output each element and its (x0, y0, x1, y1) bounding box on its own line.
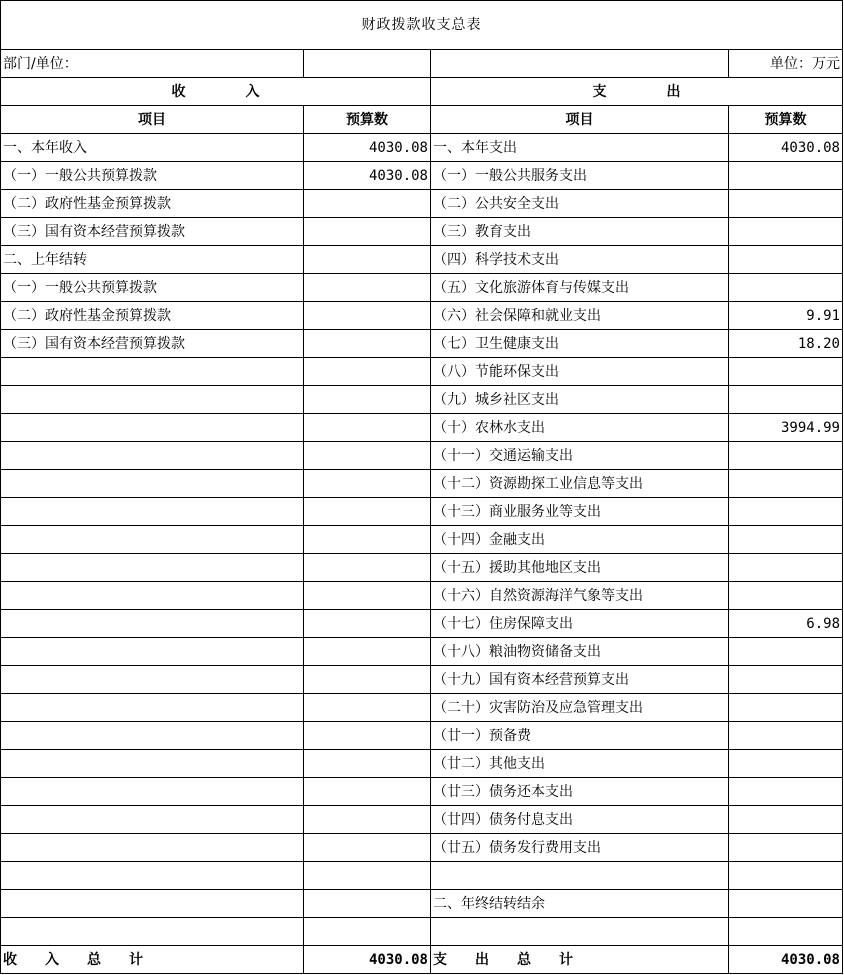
income-item-cell (1, 526, 304, 554)
expense-item-cell: （四）科学技术支出 (431, 246, 729, 274)
expense-value-cell: 9.91 (729, 302, 843, 330)
expense-item-cell: （六）社会保障和就业支出 (431, 302, 729, 330)
expense-total-label-char: 出 (475, 951, 489, 968)
income-value-cell (304, 526, 431, 554)
income-item-cell (1, 806, 304, 834)
expense-value-cell (729, 834, 843, 862)
expense-value-cell (729, 694, 843, 722)
expense-item-cell: （廿五）债务发行费用支出 (431, 834, 729, 862)
income-total-value: 4030.08 (304, 946, 431, 974)
expense-item-cell: （十九）国有资本经营预算支出 (431, 666, 729, 694)
income-item-cell (1, 834, 304, 862)
table-row (1, 526, 843, 554)
income-item-cell (1, 750, 304, 778)
expense-item-cell: （七）卫生健康支出 (431, 330, 729, 358)
expense-item-cell: （十七）住房保障支出 (431, 610, 729, 638)
income-item-cell (1, 442, 304, 470)
table-row (1, 862, 843, 890)
income-item-cell (1, 386, 304, 414)
expense-item-cell: （十三）商业服务业等支出 (431, 498, 729, 526)
income-item-cell (1, 666, 304, 694)
expense-total-label-char: 支 (433, 951, 447, 968)
income-total-label-char: 计 (129, 951, 143, 968)
expense-value-cell (729, 806, 843, 834)
table-row (1, 890, 843, 918)
income-value-cell (304, 190, 431, 218)
table-row (1, 918, 843, 946)
expense-item-cell: （八）节能环保支出 (431, 358, 729, 386)
expense-item-cell: （十）农林水支出 (431, 414, 729, 442)
income-item-cell (1, 470, 304, 498)
income-value-cell (304, 442, 431, 470)
income-value-cell (304, 498, 431, 526)
expense-item-cell: （五）文化旅游体育与传媒支出 (431, 274, 729, 302)
income-total-label-char: 总 (87, 951, 101, 968)
table-row (1, 666, 843, 694)
expense-value-cell (729, 162, 843, 190)
expense-value-cell (729, 890, 843, 918)
income-item-cell (1, 890, 304, 918)
expense-value-cell (729, 526, 843, 554)
income-item-cell (1, 862, 304, 890)
income-value-cell (304, 722, 431, 750)
expense-item-cell: （廿四）债务付息支出 (431, 806, 729, 834)
income-char-1: 收 (171, 83, 186, 100)
income-item-cell (1, 610, 304, 638)
page-title: 财政拨款收支总表 (1, 1, 843, 50)
income-value-cell (304, 834, 431, 862)
table-row (1, 750, 843, 778)
income-item-cell (1, 498, 304, 526)
income-item-cell: （三）国有资本经营预算拨款 (1, 330, 304, 358)
expense-value-cell (729, 918, 843, 946)
income-budget-header: 预算数 (304, 106, 431, 134)
table-row (1, 722, 843, 750)
income-value-cell: 4030.08 (304, 162, 431, 190)
income-value-cell (304, 470, 431, 498)
income-item-cell (1, 554, 304, 582)
expense-item-cell: （十五）援助其他地区支出 (431, 554, 729, 582)
table-row (1, 274, 843, 302)
income-value-cell (304, 862, 431, 890)
income-item-cell (1, 778, 304, 806)
section-row (1, 78, 843, 106)
income-value-cell (304, 330, 431, 358)
expense-budget-header: 预算数 (729, 106, 843, 134)
table-row (1, 638, 843, 666)
table-row (1, 246, 843, 274)
expense-total-label-char: 计 (559, 951, 573, 968)
expense-section-header (431, 78, 843, 106)
expense-value-cell (729, 666, 843, 694)
income-value-cell (304, 386, 431, 414)
table-row (1, 778, 843, 806)
unit-label: 单位：万元 (729, 50, 843, 78)
expense-item-cell: （十四）金融支出 (431, 526, 729, 554)
income-value-cell (304, 666, 431, 694)
table-row (1, 470, 843, 498)
income-value-cell (304, 218, 431, 246)
income-value-cell (304, 610, 431, 638)
expense-item-cell: （十八）粮油物资储备支出 (431, 638, 729, 666)
table-row (1, 806, 843, 834)
table-row (1, 386, 843, 414)
income-item-cell (1, 582, 304, 610)
table-row (1, 218, 843, 246)
income-item-cell: （三）国有资本经营预算拨款 (1, 218, 304, 246)
table-row (1, 834, 843, 862)
income-section-header (1, 78, 431, 106)
expense-value-cell (729, 778, 843, 806)
expense-value-cell: 18.20 (729, 330, 843, 358)
expense-value-cell: 3994.99 (729, 414, 843, 442)
income-char-2: 入 (245, 83, 260, 100)
expense-value-cell (729, 190, 843, 218)
income-value-cell (304, 246, 431, 274)
table-row (1, 610, 843, 638)
income-value-cell (304, 582, 431, 610)
expense-item-cell: （二十）灾害防治及应急管理支出 (431, 694, 729, 722)
expense-item-cell: （十六）自然资源海洋气象等支出 (431, 582, 729, 610)
meta-empty-cell (431, 50, 729, 78)
income-value-cell (304, 274, 431, 302)
expense-value-cell (729, 582, 843, 610)
expense-item-cell: （廿一）预备费 (431, 722, 729, 750)
expense-item-cell: （十一）交通运输支出 (431, 442, 729, 470)
expense-item-cell: 一、本年支出 (431, 134, 729, 162)
income-item-cell (1, 638, 304, 666)
income-value-cell (304, 806, 431, 834)
table-row (1, 330, 843, 358)
income-item-cell: 一、本年收入 (1, 134, 304, 162)
income-item-cell (1, 918, 304, 946)
income-total-label (1, 946, 304, 974)
income-item-cell (1, 414, 304, 442)
expense-item-header: 项目 (431, 106, 729, 134)
income-value-cell (304, 302, 431, 330)
table-row (1, 134, 843, 162)
expense-value-cell (729, 750, 843, 778)
expense-item-cell: （廿三）债务还本支出 (431, 778, 729, 806)
expense-total-label (431, 946, 729, 974)
expense-value-cell (729, 218, 843, 246)
table-row (1, 554, 843, 582)
income-item-cell: （二）政府性基金预算拨款 (1, 190, 304, 218)
income-value-cell (304, 554, 431, 582)
expense-char-2: 出 (666, 83, 681, 100)
column-header-row (1, 106, 843, 134)
income-value-cell (304, 918, 431, 946)
table-row (1, 190, 843, 218)
expense-value-cell (729, 470, 843, 498)
table-row (1, 442, 843, 470)
income-item-cell: 二、上年结转 (1, 246, 304, 274)
expense-item-cell (431, 918, 729, 946)
expense-value-cell (729, 274, 843, 302)
income-value-cell (304, 750, 431, 778)
table-row (1, 162, 843, 190)
expense-value-cell (729, 638, 843, 666)
income-value-cell (304, 778, 431, 806)
expense-item-cell: （三）教育支出 (431, 218, 729, 246)
expense-item-cell: （十二）资源勘探工业信息等支出 (431, 470, 729, 498)
income-value-cell (304, 358, 431, 386)
expense-value-cell: 6.98 (729, 610, 843, 638)
expense-item-cell: （一）一般公共服务支出 (431, 162, 729, 190)
expense-value-cell (729, 722, 843, 750)
table-row (1, 582, 843, 610)
expense-item-cell (431, 862, 729, 890)
expense-item-cell: （廿二）其他支出 (431, 750, 729, 778)
dept-value-cell (304, 50, 431, 78)
totals-row (1, 946, 843, 974)
expense-value-cell (729, 442, 843, 470)
dept-label: 部门/单位： (1, 50, 304, 78)
table-row (1, 694, 843, 722)
income-value-cell (304, 414, 431, 442)
income-value-cell (304, 890, 431, 918)
expense-item-cell: 二、年终结转结余 (431, 890, 729, 918)
expense-total-label-char: 总 (517, 951, 531, 968)
income-item-cell (1, 694, 304, 722)
meta-row (1, 50, 843, 78)
income-value-cell (304, 694, 431, 722)
table-row (1, 358, 843, 386)
table-row (1, 498, 843, 526)
income-value-cell (304, 638, 431, 666)
expense-value-cell (729, 246, 843, 274)
expense-char-1: 支 (592, 83, 607, 100)
expense-total-value: 4030.08 (729, 946, 843, 974)
title-row (1, 1, 843, 50)
income-item-cell: （一）一般公共预算拨款 (1, 274, 304, 302)
expense-item-cell: （二）公共安全支出 (431, 190, 729, 218)
expense-value-cell: 4030.08 (729, 134, 843, 162)
income-item-cell: （一）一般公共预算拨款 (1, 162, 304, 190)
expense-value-cell (729, 386, 843, 414)
income-item-cell (1, 358, 304, 386)
income-total-label-char: 收 (3, 951, 17, 968)
expense-value-cell (729, 498, 843, 526)
expense-value-cell (729, 358, 843, 386)
expense-value-cell (729, 862, 843, 890)
table-row (1, 302, 843, 330)
income-item-header: 项目 (1, 106, 304, 134)
income-item-cell (1, 722, 304, 750)
income-total-label-char: 入 (45, 951, 59, 968)
income-value-cell: 4030.08 (304, 134, 431, 162)
expense-value-cell (729, 554, 843, 582)
income-item-cell: （二）政府性基金预算拨款 (1, 302, 304, 330)
table-row (1, 414, 843, 442)
expense-item-cell: （九）城乡社区支出 (431, 386, 729, 414)
